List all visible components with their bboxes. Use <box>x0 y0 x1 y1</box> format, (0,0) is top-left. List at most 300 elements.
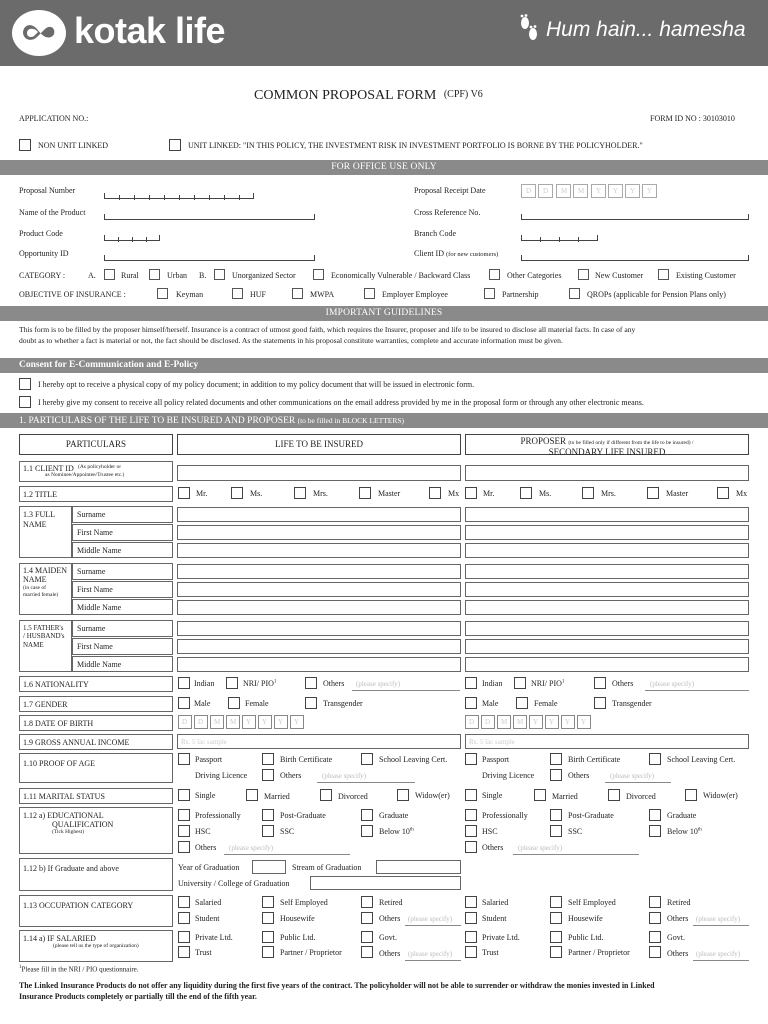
date-placeholder: Y <box>596 187 602 195</box>
proposer-title-mr: Mr. <box>483 489 495 498</box>
life-female-checkbox[interactable] <box>228 697 240 709</box>
employer-employee-label: Employer Employee <box>382 290 448 299</box>
rural-checkbox[interactable] <box>104 269 115 280</box>
maiden-note2: married female) <box>23 592 59 598</box>
col-proposer-line2: SECONDARY LIFE INSURED <box>548 447 666 457</box>
life-middle-name-input[interactable] <box>177 543 461 558</box>
category-label: CATEGORY : <box>19 271 66 280</box>
life-transgender-checkbox[interactable] <box>305 697 317 709</box>
proposer-graduate-checkbox[interactable] <box>649 809 661 821</box>
father-name-label3: NAME <box>23 641 44 649</box>
objective-label: OBJECTIVE OF INSURANCE : <box>19 290 126 299</box>
proposer-father-first-input[interactable] <box>465 639 749 654</box>
dob-placeholder: Y <box>549 718 555 726</box>
proposer-self-employed-label: Self Employed <box>568 898 616 907</box>
proposer-sal-others-checkbox[interactable] <box>649 946 661 958</box>
proposer-edu-specify-line[interactable] <box>513 854 639 855</box>
non-unit-linked-checkbox[interactable] <box>19 139 31 151</box>
life-title-mr: Mr. <box>196 489 208 498</box>
income-label: 1.9 GROSS ANNUAL INCOME <box>23 738 130 747</box>
life-driving-licence-checkbox[interactable] <box>262 769 274 781</box>
col-proposer-text: PROPOSER <box>520 436 567 446</box>
life-driving-licence-label: Driving Licence <box>195 771 248 780</box>
unit-linked-checkbox[interactable] <box>169 139 181 151</box>
proposer-trust-label: Trust <box>482 948 499 957</box>
life-female-label: Female <box>245 699 269 708</box>
life-postgrad-checkbox[interactable] <box>262 809 274 821</box>
life-male-checkbox[interactable] <box>178 697 190 709</box>
life-maiden-first-input[interactable] <box>177 582 461 597</box>
proposer-occ-others-label: Others <box>667 914 689 923</box>
life-student-checkbox[interactable] <box>178 912 190 924</box>
mwpa-label: MWPA <box>310 290 335 299</box>
unorganized-sector-label: Unorganized Sector <box>232 271 296 280</box>
rural-label: Rural <box>121 271 139 280</box>
occupation-label-box <box>19 895 173 927</box>
client-id-office-label <box>414 249 498 258</box>
form-title-suffix: (CPF) V6 <box>443 89 483 100</box>
life-first-name-input[interactable] <box>177 525 461 540</box>
life-sal-specify: (please specify) <box>408 950 453 958</box>
proposal-number-field[interactable] <box>104 186 254 199</box>
footer-note <box>19 965 139 973</box>
life-occ-specify-line[interactable] <box>405 925 461 926</box>
proposer-nri-label <box>531 679 564 688</box>
partnership-checkbox[interactable] <box>484 288 495 299</box>
proposer-title-master: Master <box>666 489 689 498</box>
brand-name: kotak life <box>74 10 226 51</box>
other-categories-label: Other Categories <box>507 271 562 280</box>
email-consent-label: I hereby give my consent to receive all policy related documents and other communications on the email address provided by me in the proposal form or through any other electronic means. <box>38 398 644 407</box>
proposer-maiden-surname-input[interactable] <box>465 564 749 579</box>
col-proposer-note: (to be filled only if different from the life to be insured) / <box>568 440 694 446</box>
mwpa-checkbox[interactable] <box>292 288 303 299</box>
maiden-name-label2: NAME <box>23 575 47 584</box>
life-salaried-checkbox[interactable] <box>178 896 190 908</box>
proposer-school-cert-checkbox[interactable] <box>649 753 661 765</box>
life-title-mrs-checkbox[interactable] <box>294 487 306 499</box>
salaried-label-box <box>19 930 173 962</box>
proposer-proof-specify: (please specify) <box>610 772 655 780</box>
economically-vulnerable-checkbox[interactable] <box>313 269 324 280</box>
dob-placeholder: Y <box>581 718 587 726</box>
proposer-first-name-input[interactable] <box>465 525 749 540</box>
life-trust-label: Trust <box>195 948 212 957</box>
proposer-edu-others-checkbox[interactable] <box>465 841 477 853</box>
proposer-middle-name-input[interactable] <box>465 543 749 558</box>
life-maiden-middle-input[interactable] <box>177 600 461 615</box>
application-no-label: APPLICATION NO.: <box>19 114 89 123</box>
dob-placeholder: Y <box>565 718 571 726</box>
proposer-female-label: Female <box>534 699 558 708</box>
proposer-title-mx-checkbox[interactable] <box>717 487 729 499</box>
title-label: 1.2 TITLE <box>23 490 58 499</box>
life-nri-mark: 1 <box>273 679 277 685</box>
dob-placeholder: Y <box>246 718 252 726</box>
proposer-partner-label: Partner / Proprietor <box>568 948 630 957</box>
date-placeholder: D <box>543 187 549 195</box>
proposer-student-checkbox[interactable] <box>465 912 477 924</box>
proposer-income-input[interactable] <box>465 734 749 749</box>
footer-bold-line-2: Insurance Products completely or partially till the end of the fifth year. <box>19 992 257 1001</box>
life-transgender-label: Transgender <box>323 699 363 708</box>
life-others-nat-checkbox[interactable] <box>305 677 317 689</box>
edu-label2: QUALIFICATION <box>52 820 114 829</box>
proposer-partner-checkbox[interactable] <box>550 946 562 958</box>
proposer-nat-specify-line[interactable] <box>645 690 749 691</box>
marital-label-box <box>19 788 173 804</box>
life-maiden-surname-input[interactable] <box>177 564 461 579</box>
life-others-nat-label: Others <box>323 679 345 688</box>
life-income-hint: Rs. 5 lac sample <box>181 738 227 746</box>
life-male-label: Male <box>194 699 211 708</box>
opportunity-id-field[interactable] <box>104 248 315 261</box>
proposer-female-checkbox[interactable] <box>516 697 528 709</box>
life-birth-cert-label: Birth Certificate <box>280 755 333 764</box>
proposer-income-hint: Rs. 5 lac sample <box>469 738 515 746</box>
tagline: Hum hain... hamesha <box>546 18 746 41</box>
nationality-label: 1.6 NATIONALITY <box>23 680 89 689</box>
life-sal-specify-line[interactable] <box>405 960 461 961</box>
proposer-salaried-checkbox[interactable] <box>465 896 477 908</box>
life-nat-specify: (please specify) <box>356 680 401 688</box>
maiden-surname-label: Surname <box>72 563 173 580</box>
non-unit-linked-label: NON UNIT LINKED <box>38 141 109 150</box>
new-customer-checkbox[interactable] <box>578 269 589 280</box>
cross-reference-label: Cross Reference No. <box>414 208 481 217</box>
proposer-retired-label: Retired <box>667 898 691 907</box>
proposer-divorced-label: Divorced <box>626 792 656 801</box>
proposer-widow-label: Widow(er) <box>703 791 738 800</box>
life-married-label: Married <box>264 792 290 801</box>
father-name-label2: / HUSBAND's <box>23 632 65 640</box>
nationality-label-box <box>19 676 173 692</box>
proposer-public-ltd-label: Public Ltd. <box>568 933 604 942</box>
life-income-input[interactable] <box>177 734 461 749</box>
proposer-male-label: Male <box>482 699 499 708</box>
proposer-dob-field[interactable] <box>465 715 595 730</box>
client-id-proposer-input[interactable] <box>465 465 749 481</box>
proposer-hsc-checkbox[interactable] <box>465 825 477 837</box>
life-public-ltd-label: Public Ltd. <box>280 933 316 942</box>
other-categories-checkbox[interactable] <box>489 269 500 280</box>
proposer-below10-text: Below 10 <box>667 827 698 836</box>
life-self-employed-checkbox[interactable] <box>262 896 274 908</box>
proposer-ssc-checkbox[interactable] <box>550 825 562 837</box>
father-first-label: First Name <box>72 638 173 655</box>
proposer-proof-others-label: Others <box>568 771 590 780</box>
proposer-student-label: Student <box>482 914 507 923</box>
physical-copy-checkbox[interactable] <box>19 378 31 390</box>
qrops-checkbox[interactable] <box>569 288 580 299</box>
footer-bold-line-1: The Linked Insurance Products do not offer any liquidity during the first five years of the contract. The policyholder will not be able to surrender or withdraw the monies invested in Linked <box>19 981 655 990</box>
client-id-life-input[interactable] <box>177 465 461 481</box>
proposer-divorced-checkbox[interactable] <box>608 789 620 801</box>
proposer-driving-licence-label: Driving Licence <box>482 771 535 780</box>
life-partner-label: Partner / Proprietor <box>280 948 342 957</box>
life-divorced-checkbox[interactable] <box>320 789 332 801</box>
proposal-receipt-date-label: Proposal Receipt Date <box>414 186 486 195</box>
proposer-trust-checkbox[interactable] <box>465 946 477 958</box>
occupation-label: 1.13 OCCUPATION CATEGORY <box>23 901 134 910</box>
date-placeholder: Y <box>613 187 619 195</box>
proposer-married-checkbox[interactable] <box>534 789 546 801</box>
proposer-below10-checkbox[interactable] <box>649 825 661 837</box>
proposer-transgender-label: Transgender <box>612 699 652 708</box>
life-private-ltd-checkbox[interactable] <box>178 931 190 943</box>
proposal-receipt-date-field[interactable] <box>521 184 657 198</box>
urban-checkbox[interactable] <box>149 269 160 280</box>
life-surname-input[interactable] <box>177 507 461 522</box>
life-professionally-label: Professionally <box>195 811 241 820</box>
proposer-surname-input[interactable] <box>465 507 749 522</box>
section1-title: 1. PARTICULARS OF THE LIFE TO BE INSURED AND PROPOSER <box>19 416 296 426</box>
life-passport-checkbox[interactable] <box>178 753 190 765</box>
income-label-box <box>19 734 173 750</box>
life-below10-text: Below 10 <box>379 827 410 836</box>
life-partner-checkbox[interactable] <box>262 946 274 958</box>
life-title-mrs: Mrs. <box>313 489 328 498</box>
life-title-mx: Mx <box>448 489 460 498</box>
life-self-employed-label: Self Employed <box>280 898 328 907</box>
life-govt-checkbox[interactable] <box>361 931 373 943</box>
life-hsc-label: HSC <box>195 827 211 836</box>
category-b: B. <box>199 271 207 280</box>
proposer-widow-checkbox[interactable] <box>685 789 697 801</box>
life-passport-label: Passport <box>195 755 223 764</box>
guidelines-bar: IMPORTANT GUIDELINES <box>0 306 768 321</box>
dob-placeholder: M <box>501 718 508 726</box>
maiden-name-label: 1.4 MAIDEN <box>23 566 67 575</box>
employer-employee-checkbox[interactable] <box>364 288 375 299</box>
guidelines-line-1: This form is to be filled by the proposer himself/herself. Insurance is a contract of utmost good faith, which requires the Insurer, proposer and life to be insured to disclose all material facts. In case of any <box>19 325 636 334</box>
proof-age-label-box <box>19 753 173 783</box>
stream-grad-label: Stream of Graduation <box>292 863 362 872</box>
proposer-occ-specify: (please specify) <box>696 915 741 923</box>
col-life: LIFE TO BE INSURED <box>177 434 461 455</box>
qrops-label: QROPs (applicable for Pension Plans only) <box>587 290 726 299</box>
proposer-married-label: Married <box>552 792 578 801</box>
proposer-title-ms-checkbox[interactable] <box>520 487 532 499</box>
life-below10-sup: th <box>409 827 414 833</box>
father-surname-label: Surname <box>72 620 173 637</box>
edu-label-box <box>19 807 173 854</box>
life-ssc-checkbox[interactable] <box>262 825 274 837</box>
life-indian-checkbox[interactable] <box>178 677 190 689</box>
proposer-indian-checkbox[interactable] <box>465 677 477 689</box>
edu-label: 1.12 a) EDUCATIONAL <box>23 811 104 820</box>
life-occ-others-checkbox[interactable] <box>361 912 373 924</box>
proposer-title-mrs-checkbox[interactable] <box>582 487 594 499</box>
proposer-school-cert-label: School Leaving Cert. <box>667 755 736 764</box>
dob-placeholder: D <box>485 718 491 726</box>
proposer-others-nat-checkbox[interactable] <box>594 677 606 689</box>
proposer-passport-label: Passport <box>482 755 510 764</box>
proposer-proof-specify-line[interactable] <box>605 782 671 783</box>
urban-label: Urban <box>167 271 187 280</box>
form-title-text: COMMON PROPOSAL FORM <box>254 88 437 103</box>
life-sal-others-label: Others <box>379 949 401 958</box>
proposer-sal-specify-line[interactable] <box>693 960 749 961</box>
date-placeholder: M <box>578 187 585 195</box>
proposer-self-employed-checkbox[interactable] <box>550 896 562 908</box>
life-nat-specify-line[interactable] <box>352 690 460 691</box>
life-proof-specify-line[interactable] <box>317 782 415 783</box>
life-single-checkbox[interactable] <box>178 789 190 801</box>
form-id-label: FORM ID NO : 30103010 <box>650 114 735 123</box>
partnership-label: Partnership <box>502 290 539 299</box>
proposer-single-checkbox[interactable] <box>465 789 477 801</box>
life-title-mx-checkbox[interactable] <box>429 487 441 499</box>
client-id-note1: (As policyholder or <box>78 464 122 470</box>
life-hsc-checkbox[interactable] <box>178 825 190 837</box>
proposer-professionally-checkbox[interactable] <box>465 809 477 821</box>
footer-note-mark: 1 <box>19 965 22 970</box>
client-id-office-field[interactable] <box>521 248 749 261</box>
proposer-retired-checkbox[interactable] <box>649 896 661 908</box>
life-father-first-input[interactable] <box>177 639 461 654</box>
product-code-field[interactable] <box>104 228 160 241</box>
existing-customer-checkbox[interactable] <box>658 269 669 280</box>
proposer-indian-label: Indian <box>482 679 503 688</box>
email-consent-checkbox[interactable] <box>19 396 31 408</box>
life-nri-text: NRI/ PIO <box>243 679 274 688</box>
unorganized-sector-checkbox[interactable] <box>214 269 225 280</box>
proposer-private-ltd-checkbox[interactable] <box>465 931 477 943</box>
client-id-office-text: Client ID <box>414 249 444 258</box>
proposer-birth-cert-checkbox[interactable] <box>550 753 562 765</box>
proposer-hsc-label: HSC <box>482 827 498 836</box>
proposer-father-surname-input[interactable] <box>465 621 749 636</box>
stream-grad-input[interactable] <box>376 860 461 874</box>
life-retired-label: Retired <box>379 898 403 907</box>
office-use-bar: FOR OFFICE USE ONLY <box>0 160 768 175</box>
col-proposer <box>465 434 749 455</box>
name-of-product-field[interactable] <box>104 207 315 220</box>
proposer-occ-specify-line[interactable] <box>693 925 749 926</box>
life-title-mr-checkbox[interactable] <box>178 487 190 499</box>
life-postgrad-label: Post-Graduate <box>280 811 326 820</box>
full-name-label: 1.3 FULL <box>23 510 55 519</box>
life-proof-specify: (please specify) <box>322 772 367 780</box>
year-grad-input[interactable] <box>252 860 286 874</box>
life-student-label: Student <box>195 914 220 923</box>
proposer-male-checkbox[interactable] <box>465 697 477 709</box>
proposer-maiden-middle-input[interactable] <box>465 600 749 615</box>
university-label: University / College of Graduation <box>178 879 290 888</box>
branch-code-label: Branch Code <box>414 229 456 238</box>
cross-reference-field[interactable] <box>521 207 749 220</box>
life-occ-others-label: Others <box>379 914 401 923</box>
proposer-father-middle-input[interactable] <box>465 657 749 672</box>
section1-bar <box>0 413 768 428</box>
proposer-passport-checkbox[interactable] <box>465 753 477 765</box>
life-edu-specify-line[interactable] <box>224 854 350 855</box>
proposer-title-master-checkbox[interactable] <box>647 487 659 499</box>
proposer-occ-others-checkbox[interactable] <box>649 912 661 924</box>
proposer-edu-specify: (please specify) <box>518 844 563 852</box>
existing-customer-label: Existing Customer <box>676 271 736 280</box>
life-graduate-label: Graduate <box>379 811 409 820</box>
life-professionally-checkbox[interactable] <box>178 809 190 821</box>
proposer-public-ltd-checkbox[interactable] <box>550 931 562 943</box>
life-single-label: Single <box>195 791 216 800</box>
dob-placeholder: Y <box>278 718 284 726</box>
life-public-ltd-checkbox[interactable] <box>262 931 274 943</box>
proposer-housewife-label: Housewife <box>568 914 603 923</box>
life-trust-checkbox[interactable] <box>178 946 190 958</box>
proposer-professionally-label: Professionally <box>482 811 528 820</box>
life-father-middle-input[interactable] <box>177 657 461 672</box>
life-proof-others-label: Others <box>280 771 302 780</box>
life-housewife-checkbox[interactable] <box>262 912 274 924</box>
date-placeholder: Y <box>630 187 636 195</box>
proposer-maiden-first-input[interactable] <box>465 582 749 597</box>
physical-copy-label: I hereby opt to receive a physical copy of my policy document; in addition to my policy document that will be issued in electronic form. <box>38 380 475 389</box>
proposer-govt-checkbox[interactable] <box>649 931 661 943</box>
life-below10-checkbox[interactable] <box>361 825 373 837</box>
life-retired-checkbox[interactable] <box>361 896 373 908</box>
full-name-first-label: First Name <box>72 524 173 541</box>
client-id-note2: as Nominee/Appointee/Trustee etc.) <box>45 472 125 478</box>
life-married-checkbox[interactable] <box>246 789 258 801</box>
full-name-label-box <box>19 506 72 558</box>
full-name-label2: NAME <box>23 520 47 529</box>
proposer-postgrad-checkbox[interactable] <box>550 809 562 821</box>
maiden-first-label: First Name <box>72 581 173 598</box>
proposer-nri-checkbox[interactable] <box>514 677 526 689</box>
university-input[interactable] <box>310 876 461 890</box>
header-banner <box>0 0 768 66</box>
proposer-others-nat-label: Others <box>612 679 634 688</box>
kotak-logo-icon <box>9 8 69 58</box>
proposer-housewife-checkbox[interactable] <box>550 912 562 924</box>
life-father-surname-input[interactable] <box>177 621 461 636</box>
huf-checkbox[interactable] <box>232 288 243 299</box>
dob-label-box <box>19 715 173 731</box>
proposer-sal-specify: (please specify) <box>696 950 741 958</box>
proposer-driving-licence-checkbox[interactable] <box>550 769 562 781</box>
life-birth-cert-checkbox[interactable] <box>262 753 274 765</box>
life-sal-others-checkbox[interactable] <box>361 946 373 958</box>
life-edu-others-checkbox[interactable] <box>178 841 190 853</box>
consent-bar: Consent for E-Communication and E-Policy <box>0 358 768 373</box>
proposer-title-mr-checkbox[interactable] <box>465 487 477 499</box>
branch-code-field[interactable] <box>521 228 598 241</box>
life-dob-field[interactable] <box>178 715 308 730</box>
life-nri-checkbox[interactable] <box>226 677 238 689</box>
life-school-cert-checkbox[interactable] <box>361 753 373 765</box>
huf-label: HUF <box>250 290 267 299</box>
proposer-title-ms: Ms. <box>539 489 552 498</box>
life-title-master-checkbox[interactable] <box>359 487 371 499</box>
full-name-middle-label: Middle Name <box>72 542 173 558</box>
client-id-label-box <box>19 461 173 482</box>
section1-note: (to be filled in BLOCK LETTERS) <box>297 416 405 425</box>
footprint-icon <box>518 14 540 44</box>
maiden-middle-label: Middle Name <box>72 599 173 615</box>
proposer-title-mx: Mx <box>736 489 748 498</box>
proposer-transgender-checkbox[interactable] <box>594 697 606 709</box>
life-widow-checkbox[interactable] <box>397 789 409 801</box>
life-graduate-checkbox[interactable] <box>361 809 373 821</box>
proposer-birth-cert-label: Birth Certificate <box>568 755 621 764</box>
form-title <box>254 88 483 104</box>
proposer-below10-sup: th <box>697 827 702 833</box>
keyman-checkbox[interactable] <box>157 288 168 299</box>
life-title-ms-checkbox[interactable] <box>231 487 243 499</box>
life-nri-label <box>243 679 276 688</box>
